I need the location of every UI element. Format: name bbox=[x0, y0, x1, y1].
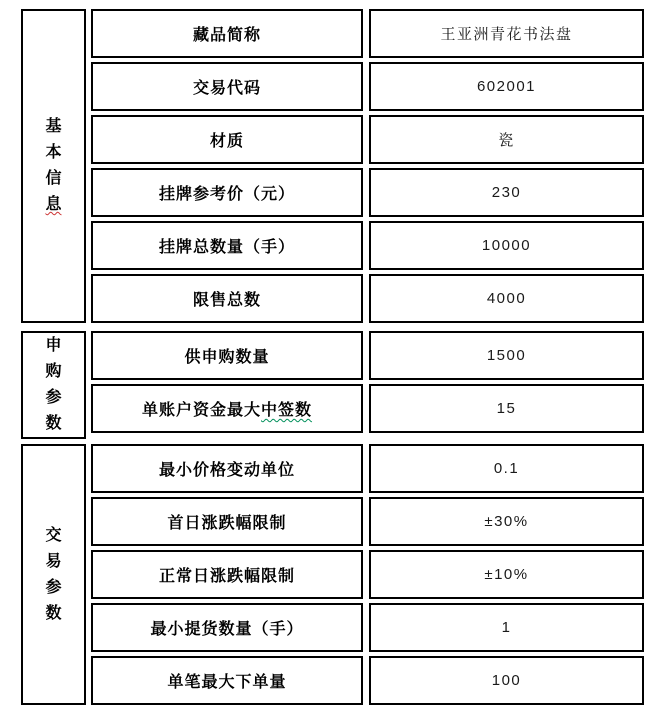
row-label-min-delivery-quantity: 最小提货数量（手） bbox=[91, 603, 363, 652]
row-value-max-single-order-quantity: 100 bbox=[369, 656, 644, 705]
row-label-trading-code: 交易代码 bbox=[91, 62, 363, 111]
section-label-text: 基本信息 bbox=[45, 118, 62, 213]
row-label-restricted-total: 限售总数 bbox=[91, 274, 363, 323]
row-label-subscription-quantity: 供申购数量 bbox=[91, 331, 363, 380]
table-row bbox=[91, 62, 644, 111]
section-rows-basic-info bbox=[91, 9, 644, 323]
row-label-collection-short-name: 藏品简称 bbox=[91, 9, 363, 58]
section-label-text: 交易参数 bbox=[45, 526, 62, 622]
table-row bbox=[91, 115, 644, 164]
section-label-subscription-params bbox=[21, 331, 86, 439]
section-trading-params bbox=[21, 444, 644, 705]
section-label-text: 申购参数 bbox=[45, 337, 62, 432]
row-label-max-single-order-quantity: 单笔最大下单量 bbox=[91, 656, 363, 705]
table-row bbox=[91, 221, 644, 270]
table-row bbox=[91, 9, 644, 58]
row-label-total-listed-quantity: 挂牌总数量（手） bbox=[91, 221, 363, 270]
table-row bbox=[91, 331, 644, 380]
section-basic-info bbox=[21, 9, 644, 323]
row-value-max-winning-lots-per-account: 15 bbox=[369, 384, 644, 433]
product-parameters-table bbox=[21, 9, 644, 705]
row-value-min-delivery-quantity: 1 bbox=[369, 603, 644, 652]
section-rows-trading-params bbox=[91, 444, 644, 705]
row-value-collection-short-name: 王亚洲青花书法盘 bbox=[369, 9, 644, 58]
row-label-min-price-tick: 最小价格变动单位 bbox=[91, 444, 363, 493]
row-value-restricted-total: 4000 bbox=[369, 274, 644, 323]
row-label-max-winning-lots-per-account: 单账户资金最大 中签数 bbox=[91, 384, 363, 433]
grammar-marked-text: 中签数 bbox=[261, 402, 313, 419]
table-row bbox=[91, 603, 644, 652]
section-subscription-params bbox=[21, 331, 644, 439]
row-label-first-day-price-limit: 首日涨跌幅限制 bbox=[91, 497, 363, 546]
row-value-first-day-price-limit: ±30% bbox=[369, 497, 644, 546]
spellcheck-marked-char: 息 bbox=[45, 196, 62, 213]
table-row bbox=[91, 497, 644, 546]
row-value-trading-code: 602001 bbox=[369, 62, 644, 111]
section-label-basic-info bbox=[21, 9, 86, 323]
row-label-material: 材质 bbox=[91, 115, 363, 164]
table-row bbox=[91, 384, 644, 433]
table-row bbox=[91, 656, 644, 705]
section-label-trading-params bbox=[21, 444, 86, 705]
table-row bbox=[91, 444, 644, 493]
row-value-material: 瓷 bbox=[369, 115, 644, 164]
table-row bbox=[91, 550, 644, 599]
row-label-reference-price: 挂牌参考价（元） bbox=[91, 168, 363, 217]
row-value-normal-day-price-limit: ±10% bbox=[369, 550, 644, 599]
row-value-reference-price: 230 bbox=[369, 168, 644, 217]
row-value-subscription-quantity: 1500 bbox=[369, 331, 644, 380]
row-value-total-listed-quantity: 10000 bbox=[369, 221, 644, 270]
section-rows-subscription-params bbox=[91, 331, 644, 439]
table-row bbox=[91, 274, 644, 323]
row-value-min-price-tick: 0.1 bbox=[369, 444, 644, 493]
table-row bbox=[91, 168, 644, 217]
row-label-normal-day-price-limit: 正常日涨跌幅限制 bbox=[91, 550, 363, 599]
